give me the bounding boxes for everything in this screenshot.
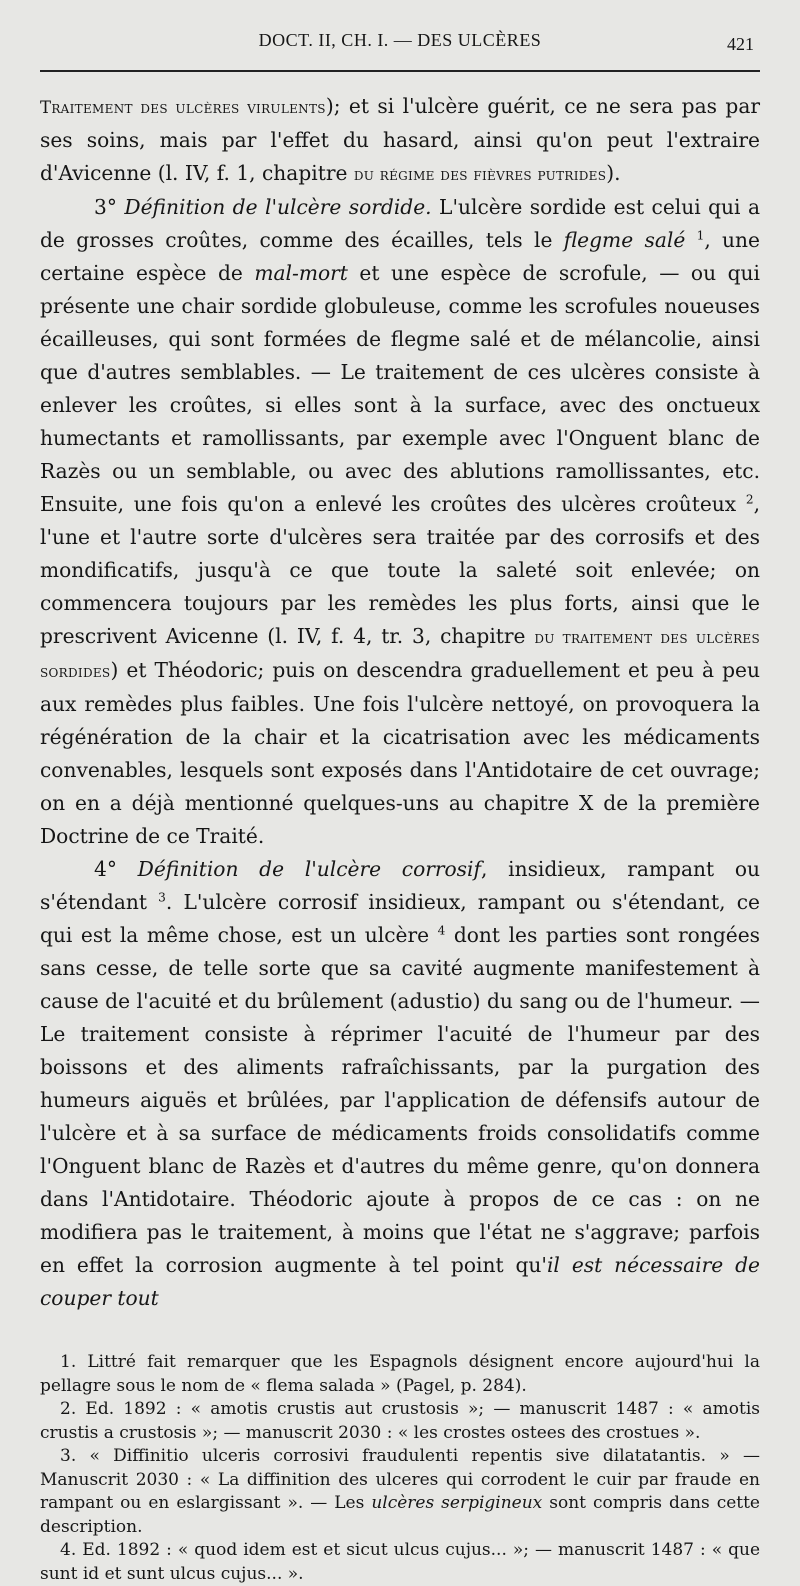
text-run: , insidieux, rampant ou s'étendant (40, 857, 760, 914)
section-number: 3° (94, 195, 117, 219)
footnote-3 (40, 1445, 760, 1539)
main-text (40, 90, 760, 1315)
page-number: 421 (727, 34, 754, 54)
text-run: . L'ulcère corrosif insidieux, rampant ou s'étendant, ce qui est la même chose, est un ulcère (40, 890, 760, 947)
text-run: ) et Théodoric; puis on descendra graduellement et peu à peu aux remèdes plus faibles. Une fois l'ulcère nettoyé, on provoquera la régénération de la chair et la cicatrisation avec les médicaments convenables, lesquels sont exposés dans l'Antidotaire de cet ouvrage; on en a déjà mentionné quelques-uns au chapitre X de la première Doctrine de ce Traité. (40, 658, 760, 848)
small-caps-title: du régime des fièvres putrides (353, 165, 607, 184)
section-number: 4° (94, 857, 117, 881)
header-rule (40, 70, 760, 72)
footnote-ref: 2 (745, 492, 754, 507)
italic-phrase: il est nécessaire de couper tout (40, 1253, 760, 1310)
text-run: L'ulcère sordide est celui qui a de grosses croûtes, comme des écailles, tels le (40, 195, 761, 252)
text-run: dont les parties sont rongées sans cesse, de telle sorte que sa cavité augmente manifestement à cause de l'acuité et du brûlement (adustio) du sang ou de l'humeur. — Le traitement consiste à réprimer l'acuité de l'humeur par des boissons et des aliments rafraîchissants, par la purgation des humeurs aiguës et brûlées, par l'application de défensifs autour de l'ulcère et à sa surface de médicaments froids consolidatifs comme l'Onguent blanc de Razès et d'autres du même genre, qu'on donnera dans l'Antidotaire. Théodoric ajoute à propos de ce cas : on ne modifiera pas le traitement, à moins que l'état ne s'aggrave; parfois en effet la corrosion augmente à tel point qu' (40, 923, 761, 1277)
text-run: , une certaine espèce de (40, 228, 760, 285)
italic-term: flegme salé (563, 228, 686, 252)
section-heading: Définition de l'ulcère sordide. (124, 195, 432, 219)
running-title: DOCT. II, CH. I. — DES ULCÈRES (258, 30, 542, 50)
paragraph-continuation (40, 90, 760, 191)
text-run: ); et si l'ulcère guérit, ce ne sera pas par ses soins, mais par l'effet du hasard, ainsi qu'on peut l'extraire d'Avicenne (l. IV, f. 1, chapitre (40, 94, 761, 185)
text-run: ). (606, 161, 621, 185)
footnote-ref: 1 (696, 228, 705, 243)
footnote-2: 2. Ed. 1892 : « amotis crustis aut crustosis »; — manuscrit 1487 : « amotis crustis a crustosis »; — manuscrit 2030 : « les crostes ostees des crostues ». (40, 1399, 760, 1443)
footnote-ref: 3 (158, 890, 166, 905)
paragraph-ulcere-corrosif (40, 853, 760, 1315)
footnote-4: 4. Ed. 1892 : « quod idem est et sicut ulcus cujus... »; — manuscrit 1487 : « que sunt id et sunt ulcus cujus... ». (40, 1540, 760, 1584)
text-run: , l'une et l'autre sorte d'ulcères sera traitée par des corrosifs et des mondificatifs, jusqu'à ce que toute la saleté soit enlevée; on commencera toujours par les remèdes les plus forts, ainsi que le prescrivent Avicenne (l. IV, f. 4, tr. 3, chapitre (40, 492, 760, 648)
small-caps-title: du traitement des ulcères sordides (40, 628, 760, 681)
footnote-1: 1. Littré fait remarquer que les Espagnols désignent encore aujourd'hui la pellagre sous le nom de « flema salada » (Pagel, p. 284). (40, 1352, 760, 1396)
section-heading: Définition de l'ulcère corrosif (137, 857, 481, 881)
text-run: et une espèce de scrofule, — ou qui présente une chair sordide globuleuse, comme les scrofules noueuses écailleuses, qui sont formées de flegme salé et de mélancolie, ainsi que d'autres semblables. — Le traitement de ces ulcères consiste à enlever les croûtes, si elles sont à la surface, avec des onctueux humectants et ramollissants, par exemple avec l'Onguent blanc de Razès ou un semblable, ou avec des ablutions ramollissantes, etc. Ensuite, une fois qu'on a enlevé les croûtes des ulcères croûteux (40, 261, 760, 516)
running-head (40, 26, 760, 66)
paragraph-ulcere-sordide (40, 191, 760, 853)
footnotes (40, 1351, 760, 1586)
text-run: sont compris dans cette description. (40, 1493, 760, 1537)
small-caps-title: Traitement des ulcères virulents (40, 98, 326, 117)
italic-term: mal-mort (254, 261, 348, 285)
text-run: 3. « Diffinitio ulceris corrosivi fraudulenti repentis sive dilatatantis. » — Manuscrit 2030 : « La diffinition des ulceres qui corrodent le cuir par fraude en rampant ou en eslargissant ». — Les (40, 1446, 760, 1513)
footnote-ref: 4 (437, 923, 446, 938)
italic-term: ulcères serpigineux (371, 1493, 543, 1513)
